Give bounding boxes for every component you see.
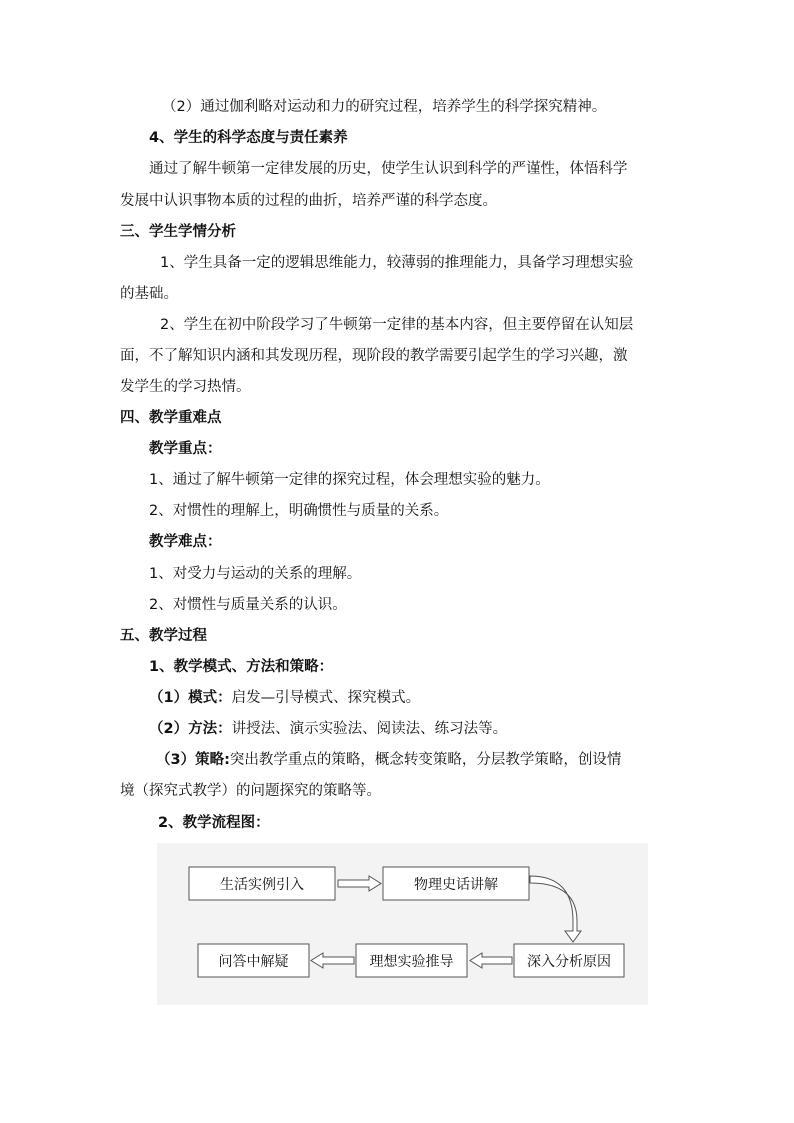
method-text: 讲授法、演示实验法、阅读法、练习法等。 xyxy=(231,721,508,737)
subheading: 教学重点： xyxy=(149,441,222,457)
section-heading: 四、教学重难点 xyxy=(120,410,222,426)
mode-label: （1）模式： xyxy=(149,690,232,706)
paragraph-line: 的基础。 xyxy=(120,286,178,302)
paragraph-line: 2、学生在初中阶段学习了牛顿第一定律的基本内容，但主要停留在认知层 xyxy=(160,317,634,333)
flow-box-5-label: 问答中解疑 xyxy=(218,954,289,970)
subheading: 教学难点： xyxy=(149,534,222,550)
paragraph-line: 发展中认识事物本质的过程的曲折，培养严谨的科学态度。 xyxy=(120,193,497,209)
list-item: 2、对惯性与质量关系的认识。 xyxy=(149,597,347,613)
paragraph-line xyxy=(156,750,621,770)
list-item: 1、通过了解牛顿第一定律的探究过程，体会理想实验的魅力。 xyxy=(149,472,550,488)
strategy-label: （3）策略: xyxy=(156,752,230,768)
section-heading: 三、学生学情分析 xyxy=(120,224,236,240)
mode-text: 启发—引导模式、探究模式。 xyxy=(231,690,421,706)
subheading: 1、教学模式、方法和策略： xyxy=(149,659,334,675)
flow-box-2-label: 物理史话讲解 xyxy=(414,877,498,893)
flow-box-1-label: 生活实例引入 xyxy=(220,877,304,893)
flow-box-3-label: 深入分析原因 xyxy=(527,954,611,970)
paragraph-line: 发学生的学习热情。 xyxy=(120,379,251,395)
flow-box-4-label: 理想实验推导 xyxy=(369,954,454,970)
paragraph-line: 境（探究式教学）的问题探究的策略等。 xyxy=(120,783,381,799)
list-item: 1、对受力与运动的关系的理解。 xyxy=(149,566,362,582)
paragraph-line xyxy=(149,719,507,739)
paragraph-line: （2）通过伽利略对运动和力的研究过程，培养学生的科学探究精神。 xyxy=(162,99,607,115)
section-heading: 五、教学过程 xyxy=(120,628,207,644)
method-label: （2）方法： xyxy=(149,721,232,737)
paragraph-line: 1、学生具备一定的逻辑思维能力，较薄弱的推理能力，具备学习理想实验 xyxy=(160,255,634,271)
paragraph-line: 面，不了解知识内涵和其发现历程，现阶段的教学需要引起学生的学习兴趣，激 xyxy=(120,348,628,364)
list-item: 2、对惯性的理解上，明确惯性与质量的关系。 xyxy=(149,503,449,519)
paragraph-line: 通过了解牛顿第一定律发展的历史，使学生认识到科学的严谨性，体悟科学 xyxy=(149,161,628,177)
paragraph-line xyxy=(149,688,420,708)
subheading: 4、学生的科学态度与责任素养 xyxy=(149,130,348,146)
strategy-text: 突出教学重点的策略，概念转变策略，分层教学策略，创设情 xyxy=(229,752,622,768)
subheading: 2、教学流程图： xyxy=(158,815,270,831)
teaching-flowchart xyxy=(157,843,648,1005)
